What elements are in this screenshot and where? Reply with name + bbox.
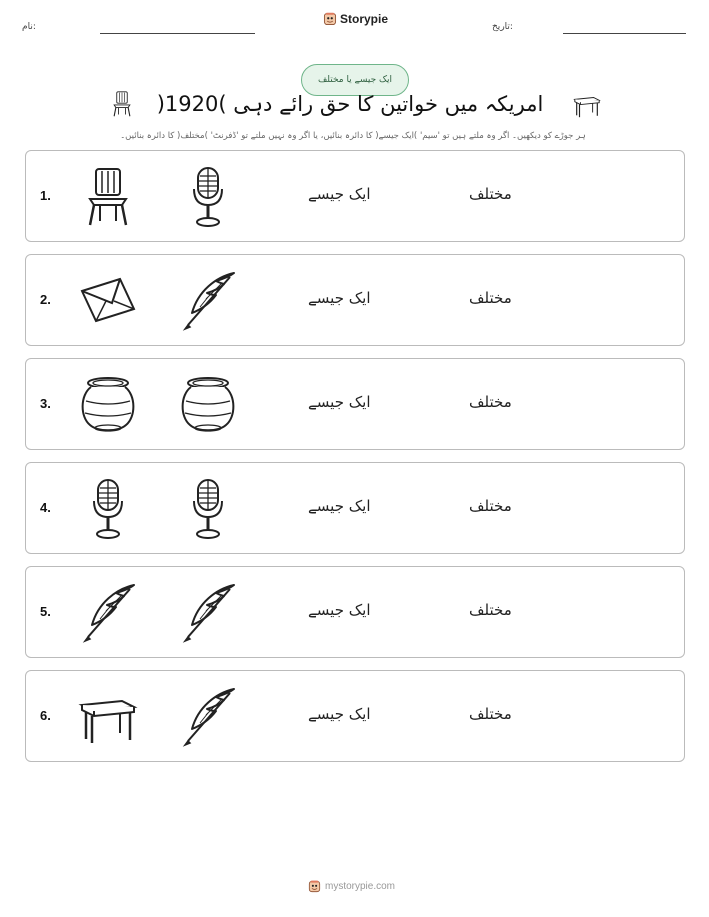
envelope-icon	[76, 269, 140, 333]
same-option[interactable]: ایک جیسے	[308, 497, 371, 515]
different-option[interactable]: مختلف	[469, 705, 512, 723]
feather-quill-icon	[176, 269, 240, 333]
same-option[interactable]: ایک جیسے	[308, 705, 371, 723]
exercise-row-6	[25, 670, 685, 762]
exercise-row-4	[25, 462, 685, 554]
exercise-row-3	[25, 358, 685, 450]
different-option[interactable]: مختلف	[469, 393, 512, 411]
worksheet-header	[0, 0, 709, 45]
different-option[interactable]: مختلف	[469, 289, 512, 307]
exercise-row-2	[25, 254, 685, 346]
worksheet-type-badge: ایک جیسے یا مختلف	[301, 64, 409, 96]
storypie-logo-icon	[323, 12, 337, 26]
pot-icon	[76, 373, 140, 437]
chair-icon	[108, 90, 136, 118]
microphone-icon	[76, 477, 140, 541]
footer	[308, 880, 395, 893]
storypie-logo-icon	[308, 880, 321, 893]
instructions: ہر جوڑے کو دیکھیں۔ اگر وہ ملتے ہیں تو 'سیم' )ایک جیسے( کا دائرہ بنائیں، یا اگر وہ نہیں ملتے تو 'ڈفرنٹ' )مختلف( کا دائرہ بنائیں۔	[120, 131, 586, 141]
brand-logo	[323, 12, 388, 26]
name-field-line[interactable]	[100, 33, 255, 34]
name-label: نام:	[22, 22, 36, 32]
table-icon	[76, 685, 140, 749]
microphone-icon	[176, 165, 240, 229]
page-title: امریکہ میں خواتین کا حق رائے دہی )1920(	[156, 92, 544, 116]
same-option[interactable]: ایک جیسے	[308, 393, 371, 411]
same-option[interactable]: ایک جیسے	[308, 601, 371, 619]
different-option[interactable]: مختلف	[469, 497, 512, 515]
same-option[interactable]: ایک جیسے	[308, 289, 371, 307]
footer-url[interactable]: mystorypie.com	[325, 881, 396, 892]
different-option[interactable]: مختلف	[469, 185, 512, 203]
feather-quill-icon	[176, 581, 240, 645]
date-field-line[interactable]	[563, 33, 686, 34]
brand-name: Storypie	[340, 12, 389, 26]
row-number: 5.	[40, 604, 51, 619]
same-option[interactable]: ایک جیسے	[308, 185, 371, 203]
row-number: 1.	[40, 188, 51, 203]
row-number: 3.	[40, 396, 51, 411]
row-number: 2.	[40, 292, 51, 307]
exercise-row-1	[25, 150, 685, 242]
pot-icon	[176, 373, 240, 437]
different-option[interactable]: مختلف	[469, 601, 512, 619]
row-number: 4.	[40, 500, 51, 515]
table-icon	[570, 90, 604, 120]
microphone-icon	[176, 477, 240, 541]
feather-quill-icon	[76, 581, 140, 645]
chair-icon	[76, 165, 140, 229]
row-number: 6.	[40, 708, 51, 723]
date-label: تاریخ:	[492, 22, 513, 32]
exercise-row-5	[25, 566, 685, 658]
feather-quill-icon	[176, 685, 240, 749]
